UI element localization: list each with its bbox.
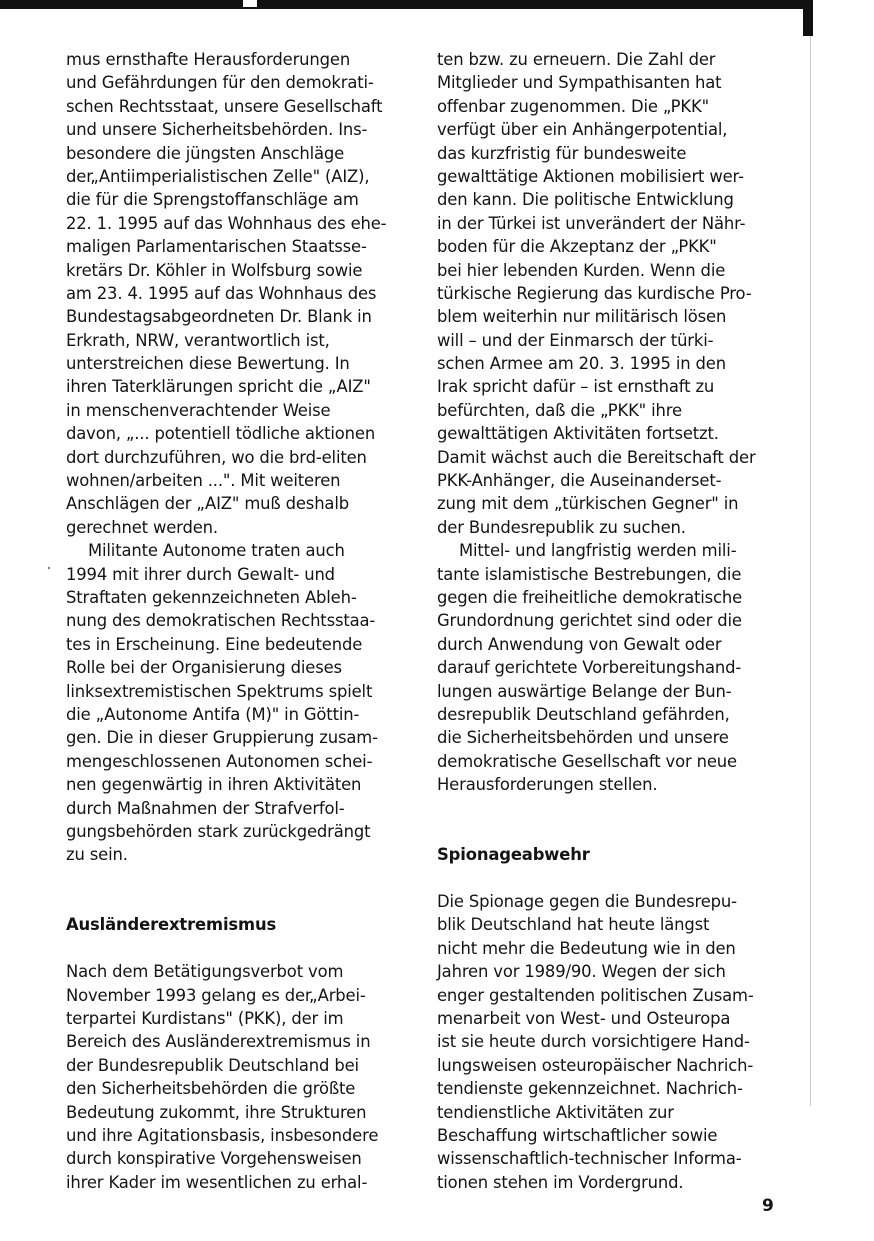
text-line: Bundestagsabgeordneten Dr. Blank in	[66, 307, 372, 327]
text-line: nung des demokratischen Rechtsstaa-	[66, 611, 376, 631]
text-line: gewalttätigen Aktivitäten fortsetzt.	[437, 424, 719, 444]
text-line: gerechnet werden.	[66, 517, 218, 537]
text-line: türkische Regierung das kurdische Pro-	[437, 283, 752, 303]
right-paragraph-3	[437, 890, 756, 1194]
left-paragraph-2	[66, 539, 386, 866]
text-line: lungsweisen osteuropäischer Nachrich-	[437, 1055, 754, 1075]
text-line: ten bzw. zu erneuern. Die Zahl der	[437, 50, 716, 69]
text-line: Beschaffung wirtschaftlicher sowie	[437, 1125, 718, 1145]
text-line: die für die Sprengstoffanschläge am	[66, 190, 359, 210]
text-line: demokratische Gesellschaft vor neue	[437, 751, 737, 771]
text-line: enger gestaltenden politischen Zusam-	[437, 985, 754, 1005]
right-paragraph-2	[437, 539, 756, 796]
text-line: 22. 1. 1995 auf das Wohnhaus des ehe-	[66, 213, 387, 233]
text-line: den Sicherheitsbehörden die größte	[66, 1079, 356, 1099]
text-line: am 23. 4. 1995 auf das Wohnhaus des	[66, 283, 377, 303]
left-paragraph-1	[66, 48, 386, 539]
text-line: offenbar zugenommen. Die „PKK"	[437, 96, 709, 116]
text-line: und unsere Sicherheitsbehörden. Ins-	[66, 120, 368, 140]
text-line: Damit wächst auch die Bereitschaft der	[437, 447, 756, 467]
section-gap	[66, 867, 386, 914]
text-line: durch konspirative Vorgehensweisen	[66, 1149, 362, 1169]
text-line: November 1993 gelang es der„Arbei-	[66, 985, 366, 1005]
text-line: die Sicherheitsbehörden und unsere	[437, 728, 729, 748]
right-paragraph-1	[437, 48, 756, 539]
scan-edge-notch	[243, 0, 257, 9]
scan-edge-right	[803, 0, 813, 36]
text-line: davon, „... potentiell tödliche aktionen	[66, 424, 376, 444]
scan-edge-top	[0, 0, 812, 9]
text-line: mengeschlossenen Autonomen schei-	[66, 751, 373, 771]
scan-edge-right-line	[810, 36, 811, 1106]
text-line: Straftaten gekennzeichneten Ableh-	[66, 587, 357, 607]
text-line: befürchten, daß die „PKK" ihre	[437, 400, 682, 420]
text-line: lungen auswärtige Belange der Bun-	[437, 681, 732, 701]
text-line: tendienste gekennzeichnet. Nachrich-	[437, 1079, 743, 1099]
text-line: Mittel- und langfristig werden mili-	[459, 541, 737, 561]
text-line: PKK-Anhänger, die Auseinanderset-	[437, 471, 722, 491]
text-line: gen. Die in dieser Gruppierung zusam-	[66, 728, 378, 748]
text-line: kretärs Dr. Köhler in Wolfsburg sowie	[66, 260, 363, 280]
text-line: desrepublik Deutschland gefährden,	[437, 704, 730, 724]
section-gap	[66, 937, 386, 960]
text-line: nicht mehr die Bedeutung wie in den	[437, 938, 736, 958]
section-heading-spionageabwehr: Spionageabwehr	[437, 845, 590, 865]
text-line: zung mit dem „türkischen Gegner" in	[437, 494, 739, 514]
text-line: durch Anwendung von Gewalt oder	[437, 634, 722, 654]
text-line: tante islamistische Bestrebungen, die	[437, 564, 742, 584]
section-gap	[437, 797, 756, 844]
right-column	[437, 48, 756, 1194]
text-line: tionen stehen im Vordergrund.	[437, 1172, 684, 1192]
text-line: der Bundesrepublik zu suchen.	[437, 517, 686, 537]
text-line: in menschenverachtender Weise	[66, 400, 331, 420]
text-line: mus ernsthafte Herausforderungen	[66, 50, 351, 69]
text-line: durch Maßnahmen der Strafverfol-	[66, 798, 345, 818]
text-line: Rolle bei der Organisierung dieses	[66, 658, 342, 678]
text-line: gungsbehörden stark zurückgedrängt	[66, 821, 371, 841]
text-line: nen gegenwärtig in ihren Aktivitäten	[66, 775, 362, 795]
text-line: ist sie heute durch vorsichtigere Hand-	[437, 1032, 750, 1052]
text-line: wohnen/arbeiten ...". Mit weiteren	[66, 471, 341, 491]
text-line: zu sein.	[66, 845, 128, 865]
text-line: schen Rechtsstaat, unsere Gesellschaft	[66, 96, 383, 116]
text-line: blik Deutschland hat heute längst	[437, 915, 710, 935]
text-line: Bereich des Ausländerextremismus in	[66, 1032, 371, 1052]
text-line: Erkrath, NRW, verantwortlich ist,	[66, 330, 330, 350]
text-line: gegen die freiheitliche demokratische	[437, 587, 743, 607]
text-line: den kann. Die politische Entwicklung	[437, 190, 734, 210]
text-line: will – und der Einmarsch der türki-	[437, 330, 714, 350]
text-line: Irak spricht dafür – ist ernsthaft zu	[437, 377, 715, 397]
text-line: blem weiterhin nur militärisch lösen	[437, 307, 727, 327]
text-line: wissenschaftlich-technischer Informa-	[437, 1149, 742, 1169]
text-line: besondere die jüngsten Anschläge	[66, 143, 345, 163]
text-line: ihren Taterklärungen spricht die „AIZ"	[66, 377, 371, 397]
text-line: tes in Erscheinung. Eine bedeutende	[66, 634, 363, 654]
text-line: Mitglieder und Sympathisanten hat	[437, 73, 722, 93]
text-line: Bedeutung zukommt, ihre Strukturen	[66, 1102, 367, 1122]
text-line: das kurzfristig für bundesweite	[437, 143, 687, 163]
text-line: gewalttätige Aktionen mobilisiert wer-	[437, 166, 744, 186]
section-gap	[437, 867, 756, 890]
left-paragraph-3	[66, 960, 386, 1194]
text-line: verfügt über ein Anhängerpotential,	[437, 120, 728, 140]
text-line: Nach dem Betätigungsverbot vom	[66, 962, 344, 982]
text-line: bei hier lebenden Kurden. Wenn die	[437, 260, 726, 280]
text-line: darauf gerichtete Vorbereitungshand-	[437, 658, 742, 678]
text-line: und ihre Agitationsbasis, insbesondere	[66, 1125, 379, 1145]
text-line: der Bundesrepublik Deutschland bei	[66, 1055, 359, 1075]
text-line: 1994 mit ihrer durch Gewalt- und	[66, 564, 335, 584]
text-line: in der Türkei ist unverändert der Nähr-	[437, 213, 746, 233]
text-line: die „Autonome Antifa (M)" in Göttin-	[66, 704, 360, 724]
text-line: Die Spionage gegen die Bundesrepu-	[437, 892, 737, 912]
text-line: Grundordnung gerichtet sind oder die	[437, 611, 742, 631]
text-line: linksextremistischen Spektrums spielt	[66, 681, 373, 701]
text-line: Jahren vor 1989/90. Wegen der sich	[437, 962, 726, 982]
text-line: unterstreichen diese Bewertung. In	[66, 354, 350, 374]
text-line: Herausforderungen stellen.	[437, 775, 658, 795]
text-line: maligen Parlamentarischen Staatsse-	[66, 237, 367, 257]
text-line: menarbeit von West- und Osteuropa	[437, 1009, 731, 1029]
text-line: der„Antiimperialistischen Zelle" (AIZ),	[66, 166, 370, 186]
text-line: tendienstliche Aktivitäten zur	[437, 1102, 674, 1122]
text-line: terpartei Kurdistans" (PKK), der im	[66, 1009, 344, 1029]
page-number: 9	[762, 1196, 774, 1216]
text-line: Anschlägen der „AIZ" muß deshalb	[66, 494, 349, 514]
text-line: ihrer Kader im wesentlichen zu erhal-	[66, 1172, 368, 1192]
text-line: und Gefährdungen für den demokrati-	[66, 73, 374, 93]
text-line: dort durchzuführen, wo die brd-eliten	[66, 447, 367, 467]
section-heading-auslaenderextremismus: Ausländerextremismus	[66, 915, 277, 935]
scan-speck	[48, 567, 50, 569]
left-column	[66, 48, 386, 1194]
text-line: boden für die Akzeptanz der „PKK"	[437, 237, 717, 257]
text-line: schen Armee am 20. 3. 1995 in den	[437, 354, 726, 374]
text-line: Militante Autonome traten auch	[88, 541, 345, 561]
